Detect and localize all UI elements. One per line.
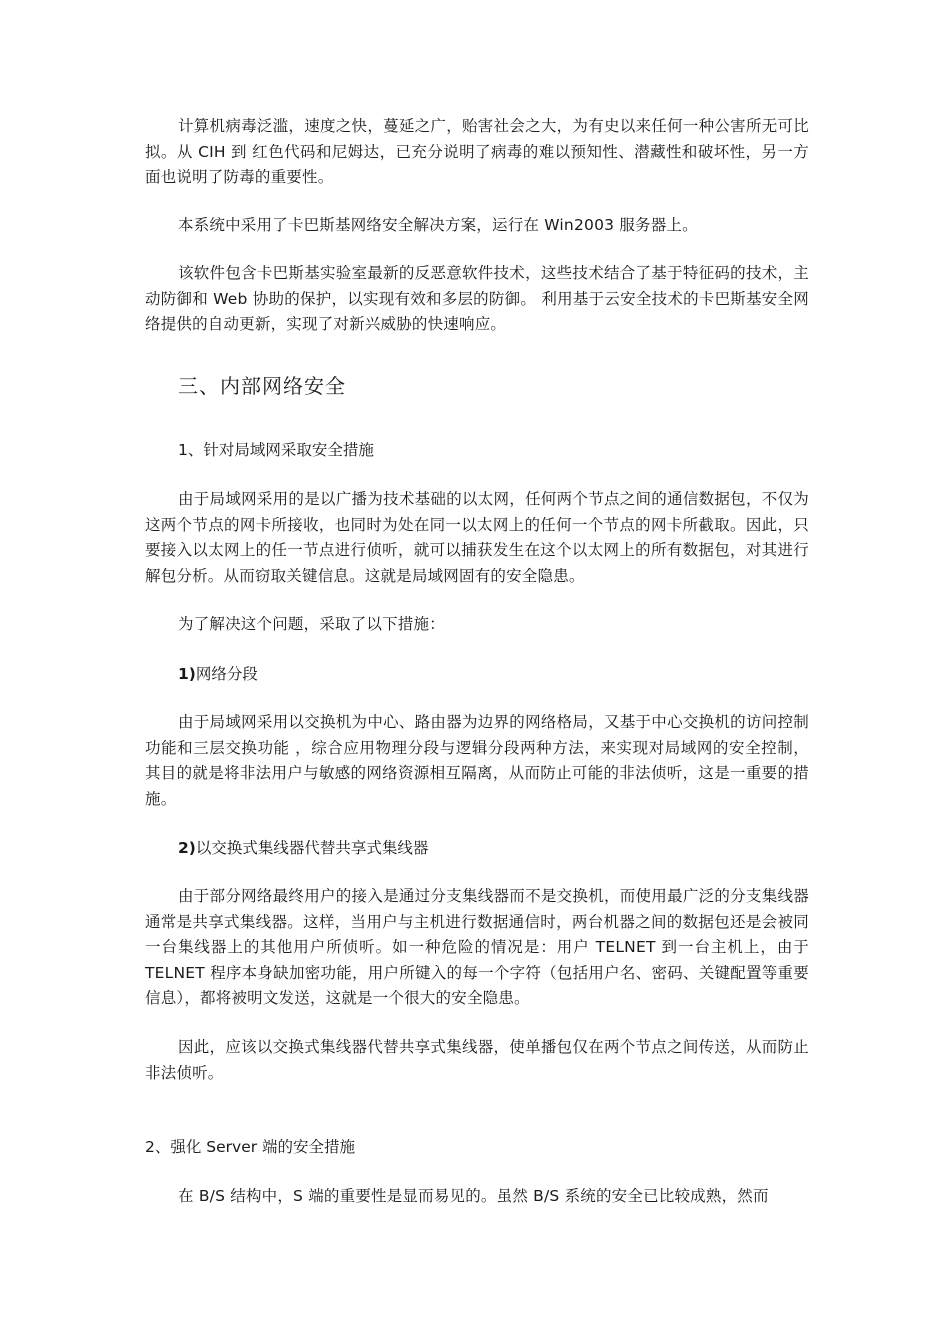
paragraph-lan-risk: 由于局域网采用的是以广播为技术基础的以太网，任何两个节点之间的通信数据包，不仅为这两个节点的网卡所接收，也同时为处在同一以太网上的任何一个节点的网卡所截取。因此，只要接入以太网上的任一节点进行侦听，就可以捕获发生在这个以太网上的所有数据包，对其进行解包分析。从而窃取关键信息。这就是局域网固有的安全隐患。 [145, 490, 809, 585]
paragraph-segmentation: 由于局域网采用以交换机为中心、路由器为边界的网络格局，又基于中心交换机的访问控制功能和三层交换功能 ，综合应用物理分段与逻辑分段两种方法，来实现对局域网的安全控制，其目的就是将非法用户与敏感的网络资源相互隔离，从而防止可能的非法侦听，这是一重要的措施。 [145, 713, 809, 808]
item-label: 以交换式集线器代替共享式集线器 [195, 839, 429, 857]
section-title-internal-network: 三、内部网络安全 [178, 374, 346, 398]
paragraph-virus-threat: 计算机病毒泛滥，速度之快，蔓延之广，贻害社会之大，为有史以来任何一种公害所无可比拟。从 CIH 到 红色代码和尼姆达，已充分说明了病毒的难以预知性、潜藏性和破坏性，另一方面也说明了防毒的重要性。 [145, 117, 809, 186]
paragraph-switch-conclusion: 因此，应该以交换式集线器代替共享式集线器，使单播包仅在两个节点之间传送，从而防止非法侦听。 [145, 1038, 809, 1082]
paragraph-measures-intro: 为了解决这个问题，采取了以下措施： [178, 615, 445, 633]
item-network-segmentation [178, 662, 258, 687]
item-switch-hub [178, 836, 428, 861]
item-number: 1) [178, 665, 196, 683]
subsection-title-server: 2、强化 Server 端的安全措施 [145, 1138, 356, 1156]
paragraph-bs-structure: 在 B/S 结构中，S 端的重要性是显而易见的。虽然 B/S 系统的安全已比较成熟，然而 [178, 1187, 769, 1205]
paragraph-shared-hub-risk: 由于部分网络最终用户的接入是通过分支集线器而不是交换机，而使用最广泛的分支集线器通常是共享式集线器。这样，当用户与主机进行数据通信时，两台机器之间的数据包还是会被同一台集线器上的其他用户所侦听。如一种危险的情况是：用户 TELNET 到一台主机上，由于 TELNET 程序本身缺加密功能，用户所键入的每一个字符（包括用户名、密码、关键配置等重要信息），都将被明文发送，这就是一个很大的安全隐患。 [145, 887, 809, 1007]
item-number: 2) [178, 839, 196, 857]
subsection-title-lan: 1、针对局域网采取安全措施 [178, 441, 374, 459]
paragraph-kaspersky-solution: 本系统中采用了卡巴斯基网络安全解决方案，运行在 Win2003 服务器上。 [178, 216, 698, 234]
item-label: 网络分段 [195, 665, 258, 683]
paragraph-kaspersky-tech: 该软件包含卡巴斯基实验室最新的反恶意软件技术，这些技术结合了基于特征码的技术，主动防御和 Web 协助的保护，以实现有效和多层的防御。 利用基于云安全技术的卡巴斯基安全网络提供的自动更新，实现了对新兴威胁的快速响应。 [145, 264, 809, 333]
